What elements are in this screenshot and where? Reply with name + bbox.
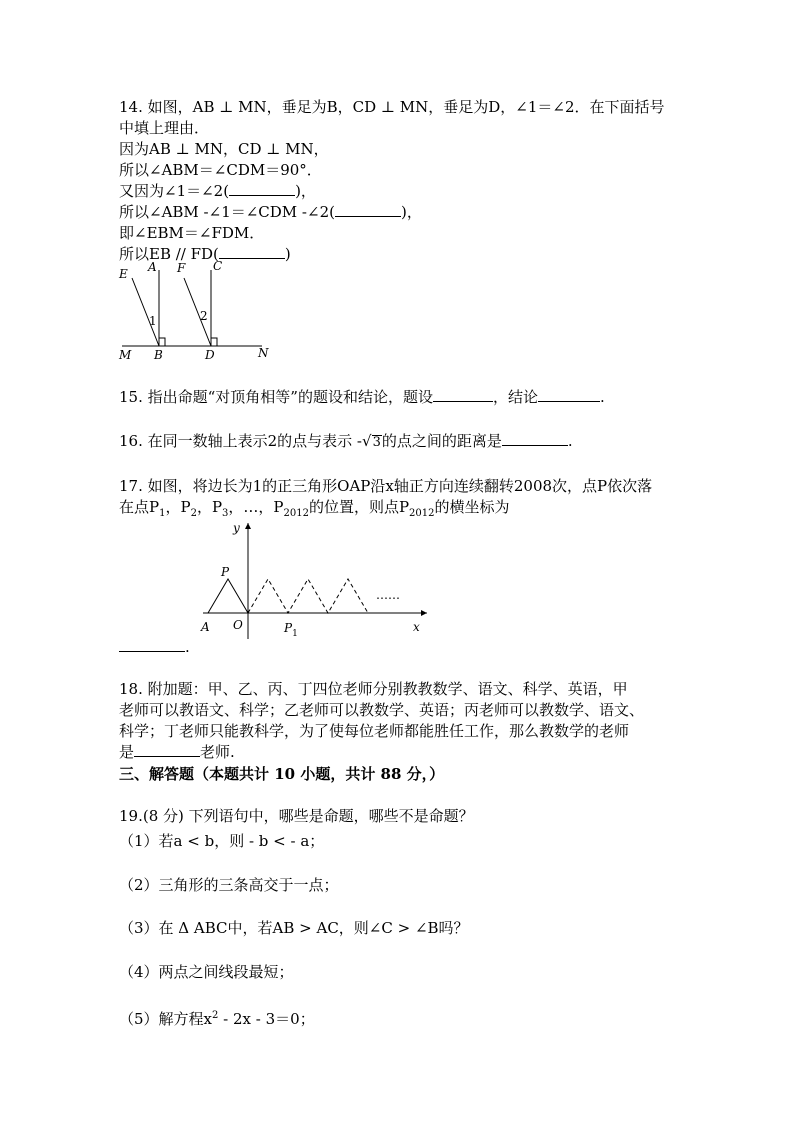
q15-pre: 15. 指出命题“对顶角相等”的题设和结论，题设 bbox=[119, 388, 433, 406]
q14-step6-pre: 所以EB // FD( bbox=[119, 245, 219, 263]
q14-line1: 14. 如图，AB ⊥ MN，垂足为B，CD ⊥ MN，垂足为D，∠1＝∠2．在下面括号 bbox=[119, 98, 665, 116]
sub-4: 2012 bbox=[283, 508, 309, 519]
label-n: N bbox=[258, 346, 269, 360]
q19-item5-post: - 2x - 3＝0； bbox=[218, 1010, 315, 1028]
label-p1-sub: 1 bbox=[292, 629, 298, 639]
q16-blank[interactable] bbox=[502, 431, 568, 446]
q16 bbox=[119, 431, 573, 451]
q14-blank2[interactable] bbox=[335, 202, 401, 217]
sep-1: ，P bbox=[165, 498, 191, 516]
q17-answer bbox=[119, 637, 190, 657]
q14-step3-pre: 又因为∠1＝∠2( bbox=[119, 182, 230, 200]
label-f: F bbox=[177, 261, 186, 275]
label-angle1: 1 bbox=[149, 314, 157, 328]
sub-2: 2 bbox=[190, 508, 197, 519]
label-e: E bbox=[119, 267, 128, 281]
label-y: y bbox=[233, 521, 240, 535]
label-angle2: 2 bbox=[200, 309, 208, 323]
label-o: O bbox=[233, 618, 243, 632]
q17-figure bbox=[195, 517, 435, 643]
sep-2: ，P bbox=[196, 498, 223, 516]
q17-line1: 17. 如图，将边长为1的正三角形OAP沿x轴正方向连续翻转2008次，点P依次落 bbox=[119, 477, 653, 495]
q16-pre: 16. 在同一数轴上表示2的点与表示 - bbox=[119, 432, 363, 450]
q15-mid: ，结论 bbox=[492, 388, 538, 406]
q14-step3 bbox=[119, 181, 316, 201]
q15-blank-conclusion[interactable] bbox=[538, 387, 600, 402]
q18-line4 bbox=[119, 742, 235, 762]
triangle-oap bbox=[208, 579, 248, 613]
q15-post: . bbox=[599, 388, 605, 406]
q18-line4-post: 老师. bbox=[200, 743, 235, 761]
q15 bbox=[119, 387, 605, 407]
section3-heading: 三、解答题（本题共计 10 小题，共计 88 分，） bbox=[119, 765, 445, 783]
q17-end: . bbox=[185, 638, 190, 656]
q16-end: . bbox=[567, 432, 573, 450]
q15-blank-premise[interactable] bbox=[433, 387, 493, 402]
dashed-path bbox=[248, 579, 368, 613]
label-c: C bbox=[213, 259, 223, 273]
label-p1-letter: P bbox=[284, 621, 293, 635]
sqrt-sign: √ bbox=[362, 432, 372, 450]
q17-mid: 的位置，则点P bbox=[308, 498, 410, 516]
label-x: x bbox=[413, 620, 420, 634]
q19-item4: （4）两点之间线段最短； bbox=[119, 963, 294, 981]
q14-blank3[interactable] bbox=[219, 244, 285, 259]
q16-post: 的点之间的距离是 bbox=[381, 432, 502, 450]
q14-figure bbox=[110, 258, 280, 364]
q18-line2: 老师可以教语文、科学；乙老师可以教数学、英语；丙老师可以教数学、语文、 bbox=[119, 701, 645, 719]
label-m: M bbox=[119, 348, 132, 362]
label-dots: …… bbox=[376, 588, 400, 602]
q19-item2: （2）三角形的三条高交于一点； bbox=[119, 876, 339, 894]
q19-item1: （1）若a < b，则 - b < - a； bbox=[119, 832, 325, 850]
sub-1: 1 bbox=[159, 508, 166, 519]
q18-line3: 科学；丁老师只能教科学，为了使每位老师都能胜任工作，那么教数学的老师 bbox=[119, 722, 630, 740]
q14-step1: 因为AB ⊥ MN，CD ⊥ MN， bbox=[119, 140, 329, 158]
line-eb bbox=[132, 278, 159, 346]
q14-step4 bbox=[119, 202, 422, 222]
q19-item5-pre: （5）解方程x bbox=[119, 1010, 213, 1028]
q19-item5 bbox=[119, 1006, 315, 1029]
q17-line2-pre: 在点P bbox=[119, 498, 160, 516]
sep-3: ，…，P bbox=[228, 498, 284, 516]
q17-line2-post: 的横坐标为 bbox=[434, 498, 510, 516]
sub-5: 2012 bbox=[409, 508, 435, 519]
label-p1 bbox=[283, 621, 298, 639]
q14-step4-pre: 所以∠ABM -∠1＝∠CDM -∠2( bbox=[119, 203, 335, 221]
label-a: A bbox=[148, 260, 157, 274]
right-angle-b bbox=[159, 338, 165, 346]
q14-step6-post: ) bbox=[284, 245, 291, 263]
q16-radicand: 3 bbox=[372, 435, 381, 450]
q14-step4-post: )， bbox=[400, 203, 422, 221]
q19-title: 19.(8 分) 下列语句中，哪些是命题，哪些不是命题？ bbox=[119, 807, 474, 825]
q14-step2: 所以∠ABM＝∠CDM＝90°． bbox=[119, 161, 322, 179]
right-angle-d bbox=[211, 338, 217, 346]
label-d: D bbox=[205, 348, 215, 362]
label-b: B bbox=[154, 348, 163, 362]
label-a: A bbox=[201, 620, 210, 634]
sub-3: 3 bbox=[222, 508, 229, 519]
q14-blank1[interactable] bbox=[229, 181, 295, 196]
q19-item3: （3）在 Δ ABC中，若AB > AC，则∠C > ∠B吗？ bbox=[119, 919, 469, 937]
q14-line2: 中填上理由． bbox=[119, 119, 210, 137]
label-p: P bbox=[221, 565, 230, 579]
q14-step3-post: )， bbox=[295, 182, 316, 200]
q18-blank[interactable] bbox=[134, 742, 200, 757]
q18-line4-pre: 是 bbox=[119, 743, 135, 761]
q17-blank[interactable] bbox=[119, 637, 185, 652]
q18-line1: 18. 附加题：甲、乙、丙、丁四位老师分别教教数学、语文、科学、英语，甲 bbox=[119, 680, 628, 698]
q14-step5: 即∠EBM＝∠FDM． bbox=[119, 224, 265, 242]
q19-item5-sup: 2 bbox=[212, 1010, 219, 1021]
